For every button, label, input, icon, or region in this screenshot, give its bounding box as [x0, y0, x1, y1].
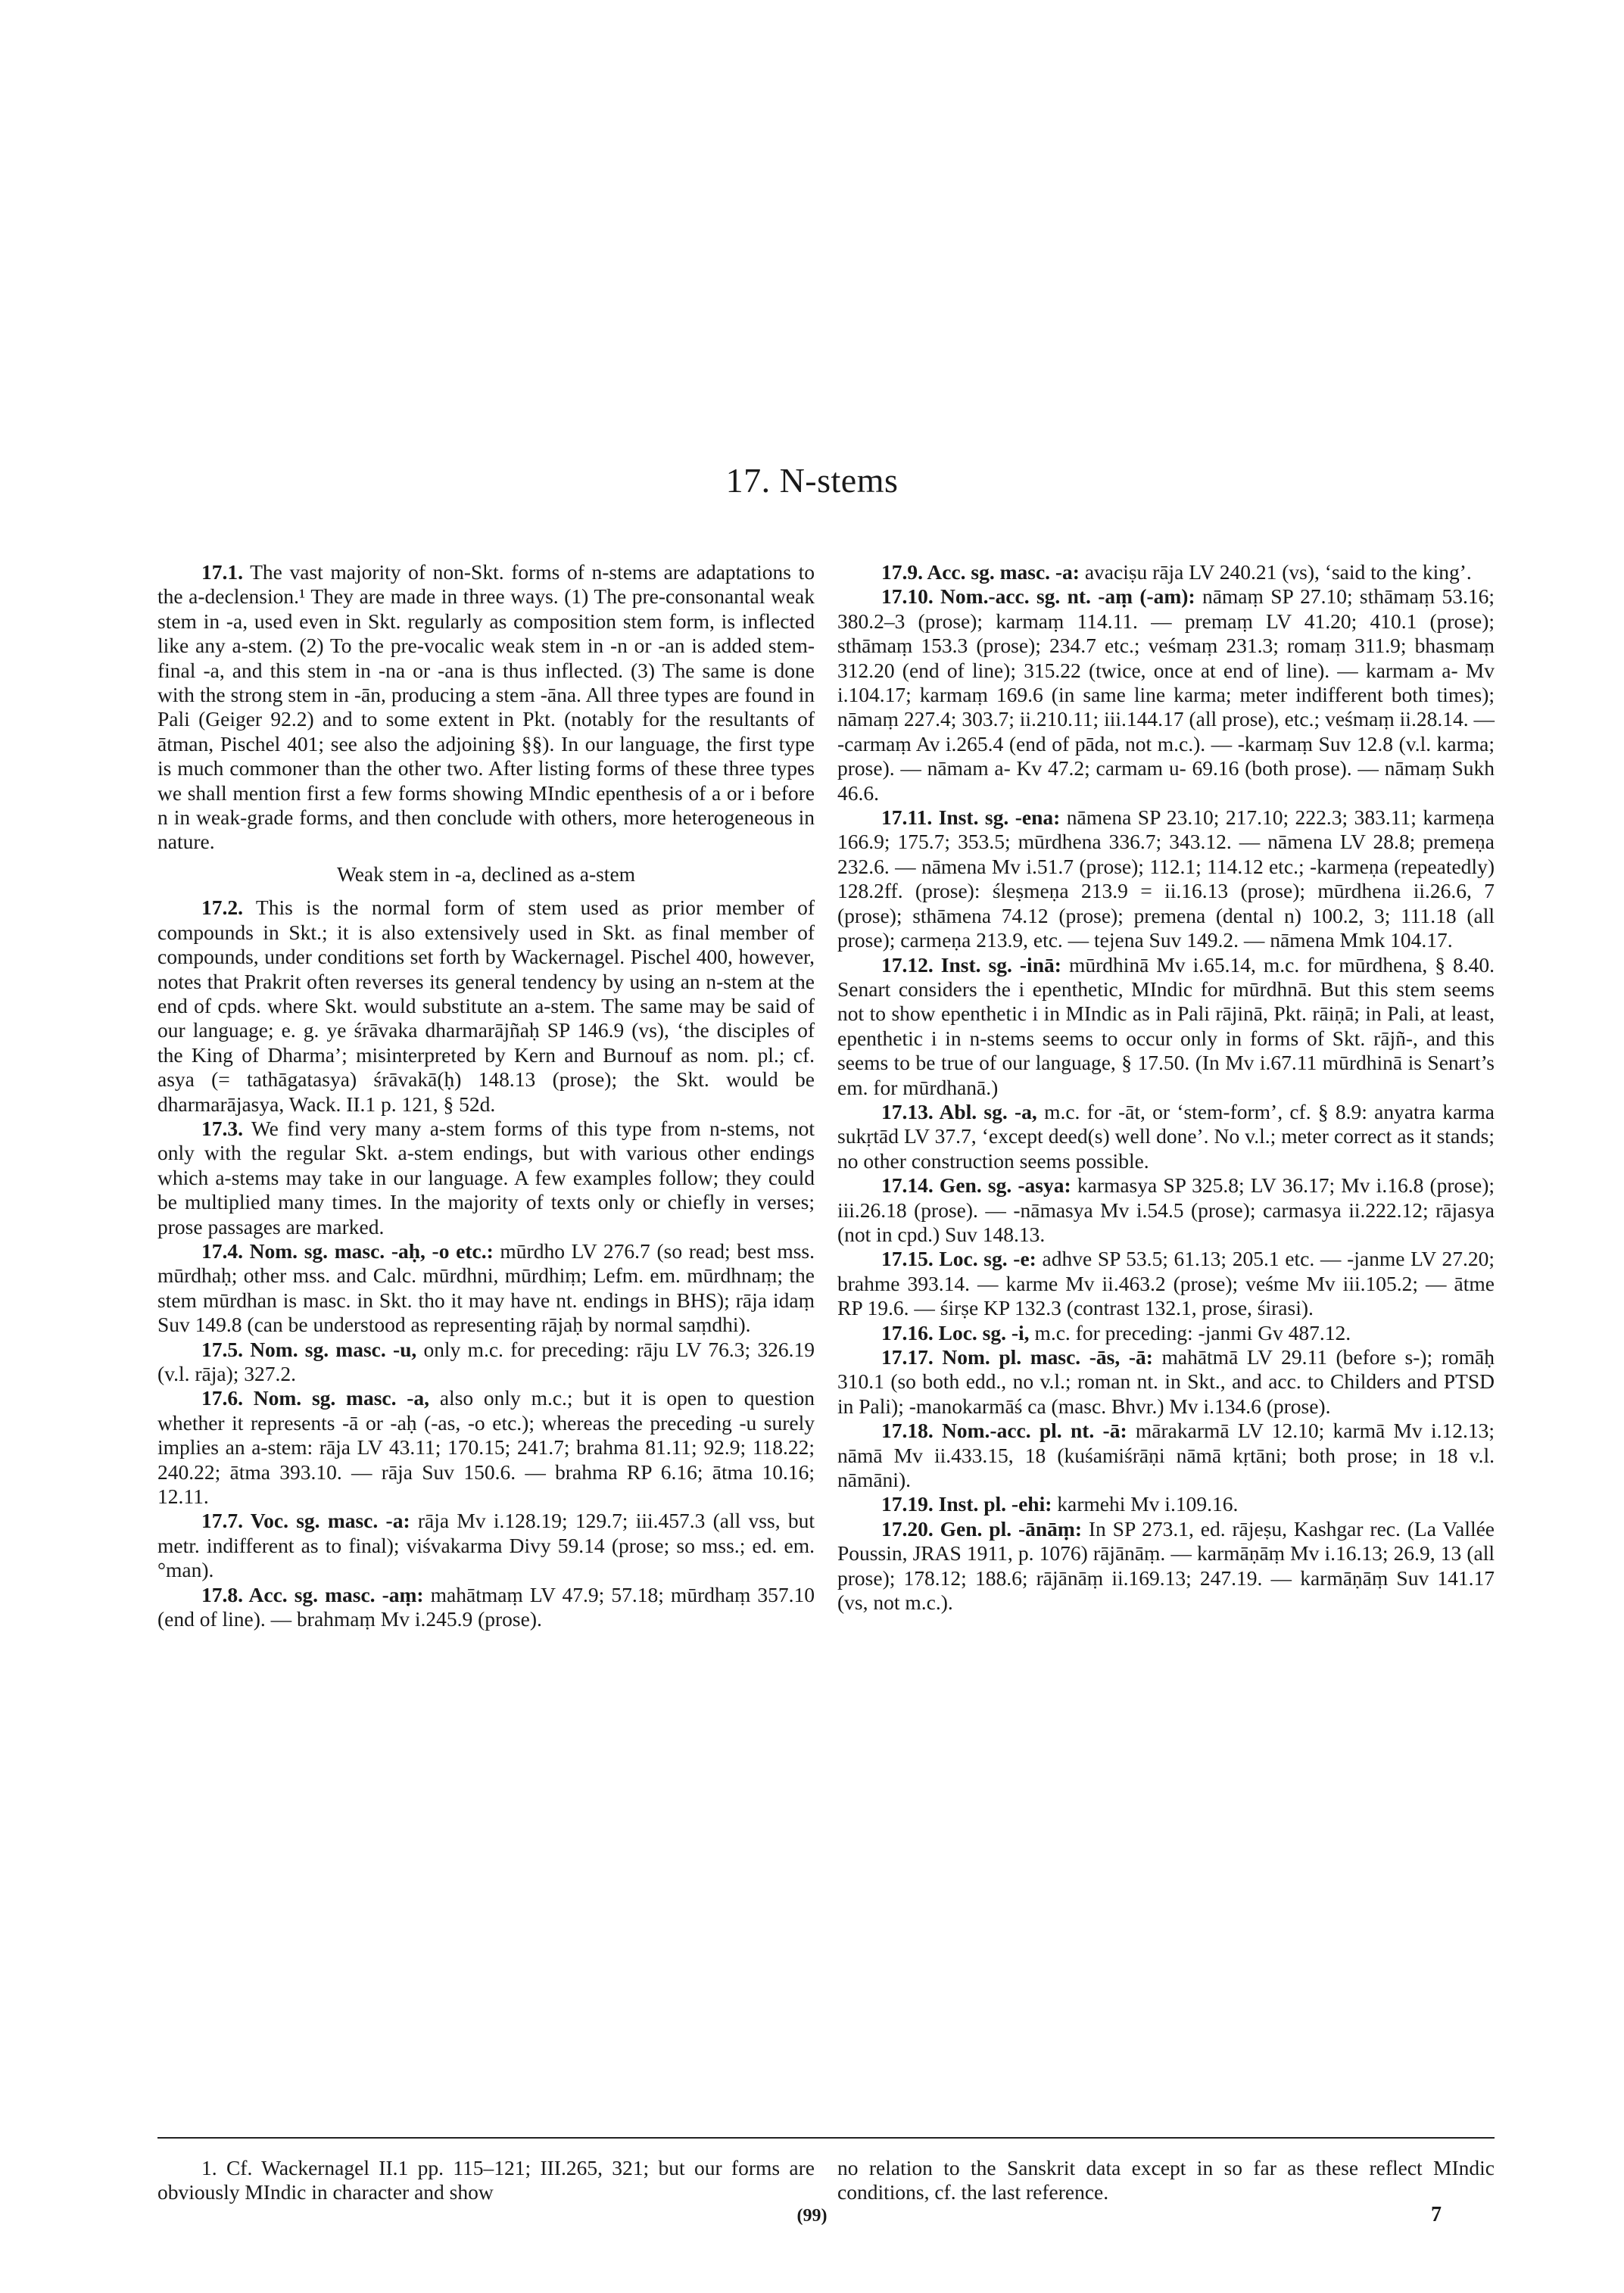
paragraph-text: adhve SP 53.5; 61.13; 205.1 etc. — -janme LV 27.20; brahme 393.14. — karme Mv ii.463.2 (prose); veśme Mv iii.105.2; — ātme RP 19.6. — śirṣe KP 132.3 (contrast 132.1, prose, śirasi). [837, 1247, 1495, 1320]
footnote-text-left: 1. Cf. Wackernagel II.1 pp. 115–121; III.265, 321; but our forms are obviously MIndic in character and show [157, 2156, 815, 2204]
paragraph-text: only m.c. for preceding: rāju LV 76.3; 326.19 (v.l. rāja); 327.2. [157, 1337, 815, 1385]
paragraph-text: rāja Mv i.128.19; 129.7; iii.457.3 (all vss, but metr. indifferent as to final); viśvakarma Divy 59.14 (prose; so mss.; ed. em. °man). [157, 1509, 815, 1582]
paragraph [837, 584, 1495, 805]
footnote-left [157, 2156, 815, 2205]
section-number: 17.20. Gen. pl. -ānāṃ: [881, 1516, 1082, 1541]
paragraph [837, 1247, 1495, 1320]
paragraph-text: The vast majority of non-Skt. forms of n-stems are adaptations to the a-declension.¹ They are made in three ways. (1) The pre-consonantal weak stem in -a, used even in Skt. regularly as composition stem form, is inflected like any a-stem. (2) To the pre-vocalic weak stem in -n or -an is added stem-final -a, and this stem in -na or -ana is thus inflected. (3) The same is done with the strong stem in -ān, producing a stem -āna. All three types are found in Pali (Geiger 92.2) and to some extent in Pkt. (notably for the resultants of ātman, Pischel 401; see also the adjoining §§). In our language, the first type is much commoner than the other two. After listing forms of these three types we shall mention first a few forms showing MIndic epenthesis of a or i before n in weak-grade forms, and then conclude with others, more heterogeneous in nature. [157, 560, 815, 854]
paragraph [837, 1321, 1495, 1345]
paragraph-text: karmasya SP 325.8; LV 36.17; Mv i.16.8 (prose); iii.26.18 (prose). — -nāmasya Mv i.54.5 (prose); carmasya ii.222.12; rājasya (not in cpd.) Suv 148.13. [837, 1173, 1495, 1246]
section-number: 17.15. Loc. sg. -e: [881, 1247, 1036, 1271]
section-number: 17.4. Nom. sg. masc. -aḥ, -o etc.: [201, 1238, 494, 1263]
paragraph [157, 1509, 815, 1582]
section-number: 17.8. Acc. sg. masc. -aṃ: [201, 1582, 424, 1606]
paragraph [837, 953, 1495, 1100]
section-number: 17.12. Inst. sg. -inā: [881, 952, 1061, 977]
section-number: 17.1. [201, 560, 243, 584]
paragraph [157, 1386, 815, 1509]
section-number: 17.2. [201, 896, 243, 920]
paragraph-text: mārakarmā LV 12.10; karmā Mv i.12.13; nāmā Mv ii.433.15, 18 (kuśamiśrāṇi nāmā kṛtāni; both prose; in 18 v.l. nāmāni). [837, 1419, 1495, 1492]
paragraph [837, 560, 1495, 584]
paragraph-text: In SP 273.1, ed. rājeṣu, Kashgar rec. (La Vallée Poussin, JRAS 1911, p. 1076) rājānāṃ. — karmāṇāṃ Mv i.16.13; 26.9, 13 (all prose); 178.12; 188.6; rājānāṃ ii.169.13; 247.19. — karmāṇāṃ Suv 141.17 (vs, not m.c.). [837, 1516, 1495, 1615]
paragraph-text: karmehi Mv i.109.16. [1057, 1492, 1239, 1516]
paragraph [837, 1419, 1495, 1492]
paragraph [157, 560, 815, 855]
section-number: 17.5. Nom. sg. masc. -u, [201, 1337, 417, 1361]
paragraph-text: m.c. for preceding: -janmi Gv 487.12. [1034, 1320, 1351, 1344]
section-number: 17.19. Inst. pl. -ehi: [881, 1492, 1052, 1516]
paragraph-text: nāmena SP 23.10; 217.10; 222.3; 383.11; karmeṇa 166.9; 175.7; 353.5; mūrdhena 336.7; 343.12. — nāmena LV 28.8; premeṇa 232.6. — nāmena Mv i.51.7 (prose); 112.1; 114.12 etc.; -karmeṇa (repeatedly) 128.2ff. (prose): śleṣmeṇa 213.9 = ii.16.13 (prose); mūrdhena ii.26.6, 7 (prose); sthāmena 74.12 (prose); premena (dental n) 100.2, 3; 111.18 (all prose); carmeṇa 213.9, etc. — tejena Suv 149.2. — nāmena Mmk 104.17. [837, 805, 1495, 952]
section-number: 17.10. Nom.-acc. sg. nt. -aṃ (-am): [881, 584, 1195, 609]
section-number: 17.14. Gen. sg. -asya: [881, 1173, 1071, 1198]
paragraph-text: mahātmā LV 29.11 (before s-); romāḥ 310.1 (so both edd., no v.l.; roman nt. in Skt., and acc. to Childers and PTSD in Pali); -manokarmāś ca (masc. Bhvr.) Mv i.134.6 (prose). [837, 1345, 1495, 1418]
left-column [157, 560, 815, 1631]
paragraph-text: mahātmaṃ LV 47.9; 57.18; mūrdhaṃ 357.10 (end of line). — brahmaṃ Mv i.245.9 (prose). [157, 1582, 815, 1631]
paragraph [157, 1338, 815, 1387]
section-number: 17.13. Abl. sg. -a, [881, 1099, 1037, 1123]
section-number: 17.6. Nom. sg. masc. -a, [201, 1386, 430, 1410]
section-number: 17.7. Voc. sg. masc. -a: [201, 1509, 410, 1533]
paragraph-text: avaciṣu rāja LV 240.21 (vs), ‘said to the king’. [1084, 560, 1472, 584]
paragraph-text: mūrdho LV 276.7 (so read; best mss. mūrdhaḥ; other mss. and Calc. mūrdhni, mūrdhiṃ; Lefm. em. mūrdhnaṃ; the stem mūrdhan is masc. in Skt. tho it may have nt. endings in BHS); rāja idaṃ Suv 149.8 (can be understood as representing rājaḥ by normal saṃdhi). [157, 1238, 815, 1337]
paragraph-text: m.c. for -āt, or ‘stem-form’, cf. § 8.9: anyatra karma sukṛtād LV 37.7, ‘except deed(s) well done’. No v.l.; meter correct as it stands; no other construction seems possible. [837, 1099, 1495, 1173]
paragraph-text: We find very many a-stem forms of this type from n-stems, not only with the regular Skt. a-stem endings, but with various other endings which a-stems may take in our language. A few examples follow; they could be multiplied many times. In the majority of texts only or chiefly in verses; prose passages are marked. [157, 1116, 815, 1238]
paragraph [157, 1117, 815, 1239]
footnote-text-right: no relation to the Sanskrit data except in so far as these reflect MIndic conditions, cf. the last reference. [837, 2156, 1495, 2204]
paragraph [837, 1100, 1495, 1173]
footnote-right [837, 2156, 1495, 2205]
page-number: (99) [796, 2206, 828, 2226]
paragraph [837, 1173, 1495, 1247]
paragraph [837, 1492, 1495, 1516]
paragraph [837, 805, 1495, 952]
section-heading: Weak stem in -a, declined as a-stem [336, 861, 636, 886]
paragraph [837, 1517, 1495, 1615]
paragraph-text: This is the normal form of stem used as prior member of compounds in Skt.; it is also extensively used in Skt. as final member of compounds, under conditions set forth by Wackernagel. Pischel 400, however, notes that Prakrit often reverses its general tendency by using an n-stem at the end of cpds. where Skt. would substitute an a-stem. The same may be said of our language; e. g. ye śrāvaka dharmarājñaḥ SP 146.9 (vs), ‘the disciples of the King of Dharma’; misinterpreted by Kern and Burnouf as nom. pl.; cf. asya (= tathāgatasya) śrāvakā(ḥ) 148.13 (prose); the Skt. would be dharmarājasya, Wack. II.1 p. 121, § 52d. [157, 896, 815, 1116]
section-number: 17.11. Inst. sg. -ena: [881, 805, 1061, 830]
signature-mark: 7 [1431, 2203, 1442, 2226]
footnote-rule [157, 2137, 1495, 2139]
paragraph-text: nāmaṃ SP 27.10; sthāmaṃ 53.16; 380.2–3 (prose); karmaṃ 114.11. — premaṃ LV 41.20; 410.1 (prose); sthāmaṃ 153.3 (prose); 234.7 etc.; veśmaṃ 231.3; romaṃ 311.9; bhasmaṃ 312.20 (end of line); 315.22 (twice, once at end of line). — karmam a- Mv i.104.17; karmaṃ 169.6 (in same line karma; meter indifferent both times); nāmaṃ 227.4; 303.7; ii.210.11; iii.144.17 (all prose), etc.; veśmaṃ ii.28.14. — -carmaṃ Av i.265.4 (end of pāda, not m.c.). — -karmaṃ Suv 12.8 (v.l. karma; prose). — nāmam a- Kv 47.2; carmam u- 69.16 (both prose). — nāmaṃ Sukh 46.6. [837, 584, 1495, 805]
paragraph [157, 1239, 815, 1338]
chapter-title: 17. N-stems [725, 461, 899, 500]
section-number: 17.18. Nom.-acc. pl. nt. -ā: [881, 1419, 1127, 1443]
paragraph-text: mūrdhinā Mv i.65.14, m.c. for mūrdhena, § 8.40. Senart considers the i epenthetic, MIndic for mūrdhnā. But this stem seems not to show epenthetic i in MIndic as in Pali rājinā, Pkt. rāiṇā; in Pali, at least, epenthetic i in n-stems seems to occur only in forms of Skt. rājñ-, and this seems to be true of our language, § 17.50. (In Mv i.67.11 mūrdhinā is Senart’s em. for mūrdhanā.) [837, 952, 1495, 1099]
paragraph [157, 1583, 815, 1632]
paragraph [837, 1345, 1495, 1419]
right-column [837, 560, 1495, 1615]
section-number: 17.9. Acc. sg. masc. -a: [881, 560, 1080, 584]
paragraph [157, 896, 815, 1117]
paragraph-text: also only m.c.; but it is open to question whether it represents -ā or -aḥ (-as, -o etc.); whereas the preceding -u surely implies an a-stem: rāja LV 43.11; 170.15; 241.7; brahma 81.11; 92.9; 118.22; 240.22; ātma 393.10. — rāja Suv 150.6. — brahma RP 6.16; ātma 10.16; 12.11. [157, 1386, 815, 1509]
section-number: 17.3. [201, 1116, 243, 1140]
section-number: 17.17. Nom. pl. masc. -ās, -ā: [881, 1345, 1153, 1369]
section-number: 17.16. Loc. sg. -i, [881, 1320, 1030, 1344]
